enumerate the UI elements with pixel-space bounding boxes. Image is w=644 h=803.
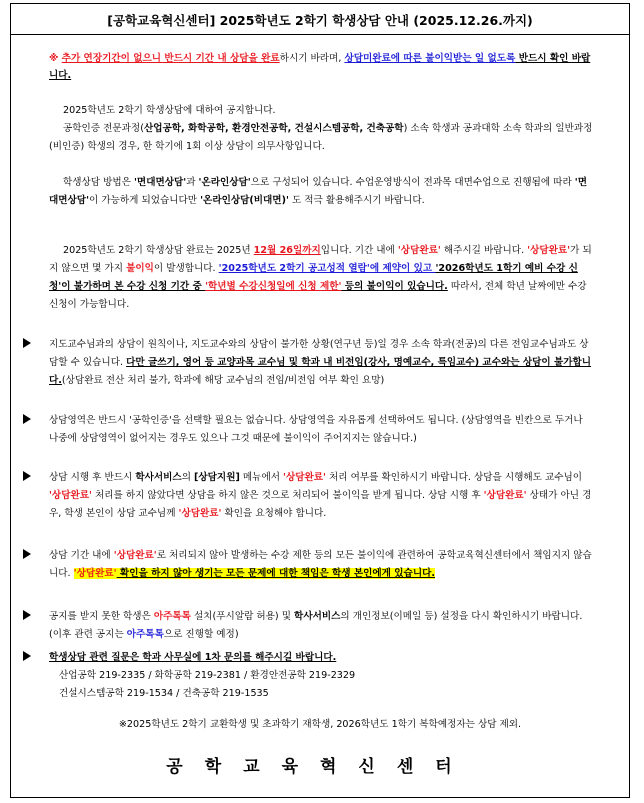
certified-departments: 산업공학, 화학공학, 환경안전공학, 건설시스템공학, 건축공학 xyxy=(143,123,404,134)
triangle-bullet-icon xyxy=(23,471,31,481)
notice-document xyxy=(10,3,630,798)
triangle-bullet-icon xyxy=(23,651,31,661)
notice-mark: ※ xyxy=(49,53,62,64)
method-paragraph: 학생상담 방법은 '면대면상담'과 '온라인상담'으로 구성되어 있습니다. 수업운영방식이 전과목 대면수업으로 진행됨에 따라 '면대면상담'이 가능하게 되었습니다만 '온라인상담(비대면)' 도 적극 활용해주시기 바랍니다. xyxy=(49,177,587,206)
bullet-notification-setup: 공지를 받지 못한 학생은 아주톡톡 설치(푸시알람 허용) 및 학사서비스의 개인정보(이메일 등) 설정을 다시 확인하시기 바랍니다. (이후 관련 공지는 아주톡톡으로 진행할 예정) xyxy=(49,608,594,644)
bullet-responsibility: 상담 기간 내에 '상담완료'로 처리되지 않아 발생하는 수강 제한 등의 모든 불이익에 관련하여 공학교육혁신센터에서 책임지지 않습니다. '상담완료' 확인을 하지 않아 생기는 모든 문제에 대한 책임은 학생 본인에게 있습니다. xyxy=(49,547,594,583)
notice-tail-text: 반드시 확인 바랍니다. xyxy=(49,53,591,81)
deadline-paragraph: 2025학년도 2학기 학생상담 완료는 2025년 12월 26일까지입니다. 기간 내에 '상담완료' 해주시길 바랍니다. '상담완료'가 되지 않으면 몇 가지 불이익이 발생합니다. '2025학년도 2학기 공고성적 열람'에 제약이 있고 '2026학년도 1학기 예비 수강 신청'이 불가하며 본 수강 신청 기간 중 '학년별 수강신청일에 신청 제한' 등의 불이익이 있습니다. 따라서, 전체 학년 날짜에만 수강 신청이 가능합니다. xyxy=(49,245,592,310)
contact-line-2: 건설시스템공학 219-1534 / 건축공학 219-1535 xyxy=(59,688,269,699)
contact-line-1: 산업공학 219-2335 / 화학공학 219-2381 / 환경안전공학 219-2329 xyxy=(59,670,356,681)
warning-notice xyxy=(49,50,594,84)
intro-line: 2025학년도 2학기 학생상담에 대하여 공지합니다. xyxy=(63,105,276,116)
document-title: [공학교육혁신센터] 2025학년도 2학기 학생상담 안내 (2025.12.26.까지) xyxy=(11,8,629,35)
contact-heading: 학생상담 관련 질문은 학과 사무실에 1차 문의를 해주시길 바랍니다. xyxy=(49,652,337,663)
center-signature: 공학교육혁신센터 xyxy=(166,757,474,777)
notice-mid-text: 하시기 바라며, xyxy=(279,53,345,64)
intro-paragraph xyxy=(49,102,594,156)
intro-certification: 공학인증 전문과정(산업공학, 화학공학, 환경안전공학, 건설시스템공학, 건축공학) 소속 학생과 공과대학 소속 학과의 일반과정(비인증) 학생의 경우, 한 학기에 1회 이상 상담이 의무사항입니다. xyxy=(49,123,593,152)
deadline-date: 12월 26일까지 xyxy=(253,245,321,256)
triangle-bullet-icon xyxy=(23,338,31,348)
footnote: ※2025학년도 2학기 교환학생 및 초과학기 재학생, 2026학년도 1학기 복학예정자는 상담 제외. xyxy=(118,719,522,730)
triangle-bullet-icon xyxy=(23,414,31,424)
bullet-professor-consult: 지도교수님과의 상담이 원칙이나, 지도교수와의 상담이 불가한 상황(연구년 등)일 경우 소속 학과(전공)의 다른 전임교수님과도 상담할 수 있습니다. 다만 글쓰기, 영어 등 교양과목 교수님 및 학과 내 비전임(강사, 명예교수, 특임교수) 교수와는 상담이 불가합니다.(상담완료 전산 처리 불가, 학과에 해당 교수님의 전임/비전임 여부 확인 요망) xyxy=(49,336,594,390)
notice-blue-text: 상담미완료에 따른 불이익받는 일 없도록 xyxy=(344,53,516,64)
bullet-contact-info xyxy=(49,649,594,703)
notice-red-text: 추가 연장기간이 없으니 반드시 기간 내 상담을 완료 xyxy=(61,53,280,64)
triangle-bullet-icon xyxy=(23,549,31,559)
triangle-bullet-icon xyxy=(23,610,31,620)
bullet-check-completion: 상담 시행 후 반드시 학사서비스의 [상담지원] 메뉴에서 '상담완료' 처리 여부를 확인하시기 바랍니다. 상담을 시행해도 교수님이 '상담완료' 처리를 하지 않았다면 상담을 하지 않은 것으로 처리되어 불이익을 받게 됩니다. 상담 시행 후 '상담완료' 상태가 아닌 경우, 학생 본인이 상담 교수님께 '상담완료' 확인을 요청해야 합니다. xyxy=(49,469,594,523)
bullet-consult-area: 상담영역은 반드시 '공학인증'을 선택할 필요는 없습니다. 상담영역을 자유롭게 선택하여도 됩니다. (상담영역을 빈칸으로 두거나 나중에 상담영역이 없어지는 경우도 있으나 그것 때문에 불이익이 주어지지는 않습니다.) xyxy=(49,412,594,448)
